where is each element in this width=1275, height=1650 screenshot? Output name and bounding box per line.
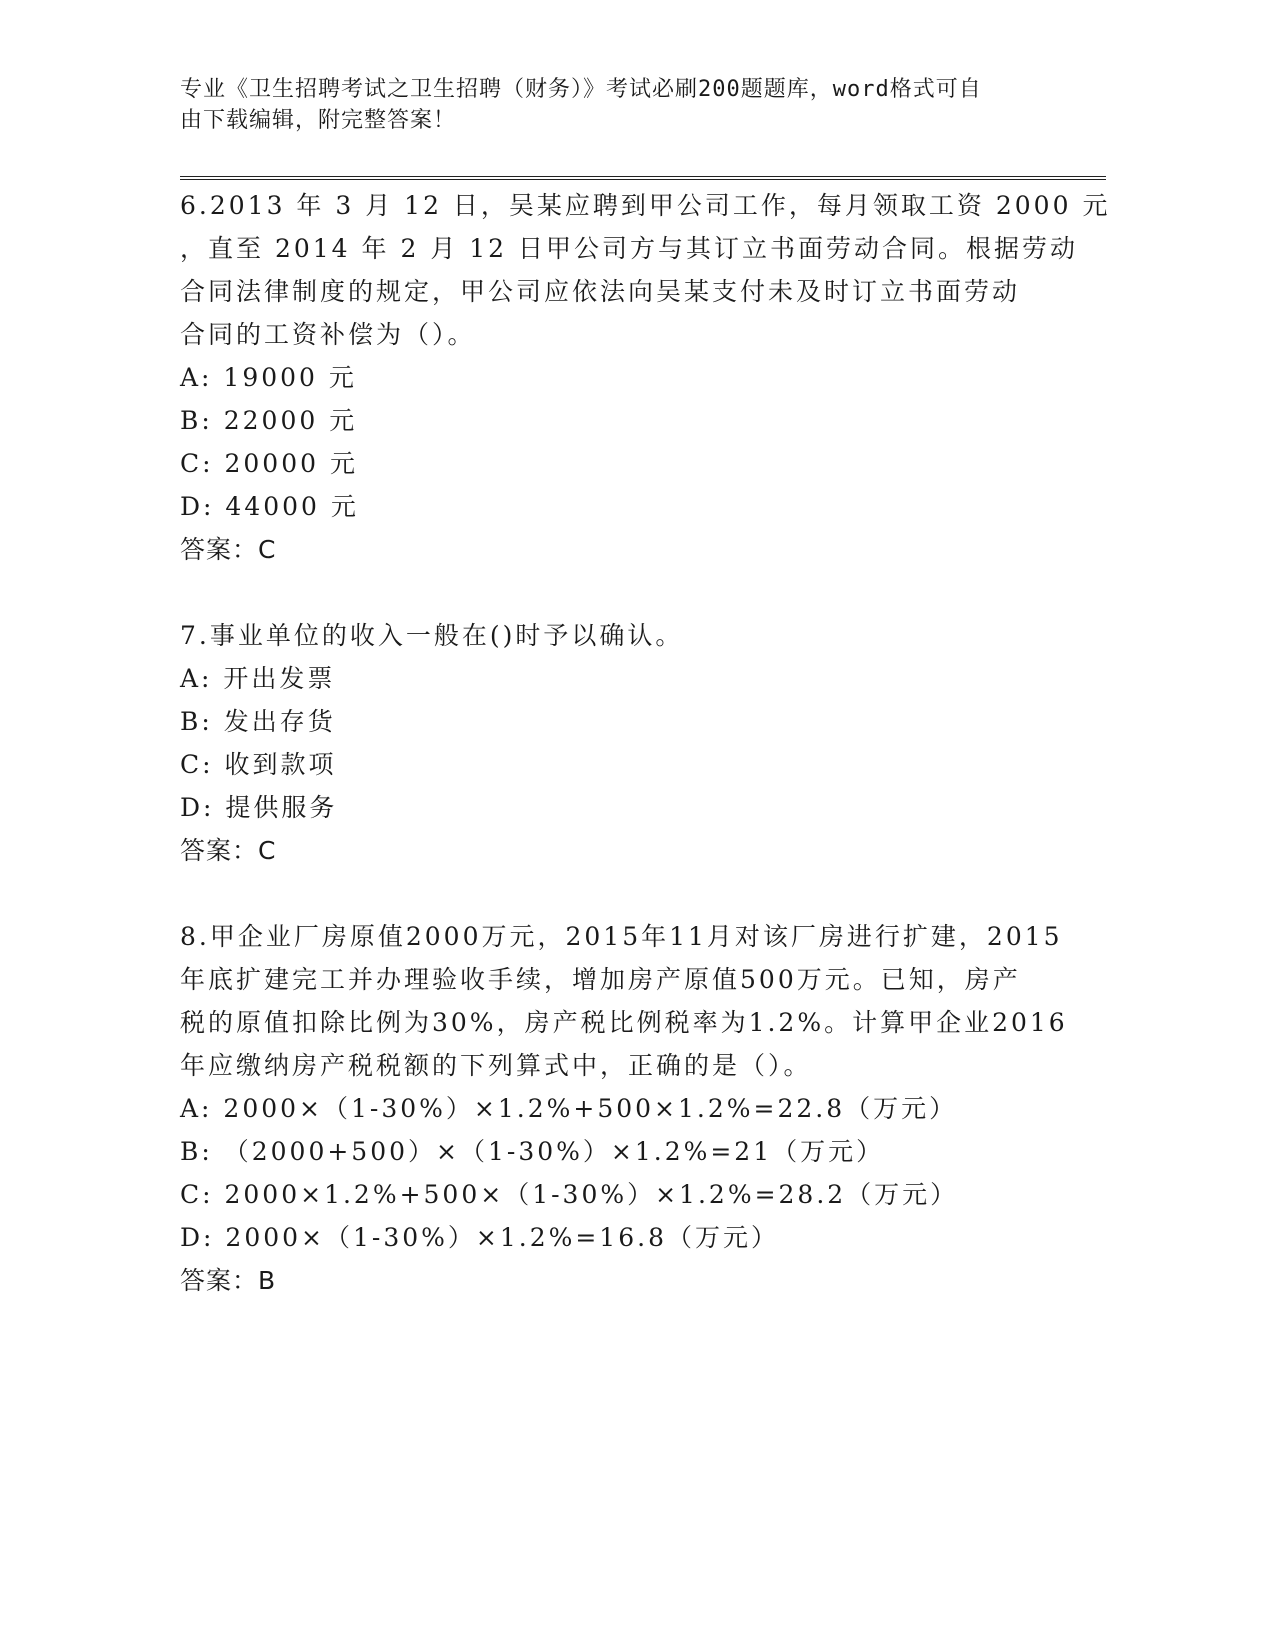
question-stem-line: 合同的工资补偿为（）。 [180,320,476,349]
answer-line: 答案：C [180,836,277,865]
spacer [180,872,1080,915]
header-line-1: 专业《卫生招聘考试之卫生招聘（财务）》考试必刷200题题库，word格式可自 [180,77,982,102]
question-8 [180,915,1080,1302]
option-d: D: 2000×（1-30%）×1.2%=16.8（万元） [180,1223,779,1252]
option-d: D: 44000 元 [180,492,359,521]
option-a: A: 2000×（1-30%）×1.2%+500×1.2%=22.8（万元） [180,1094,958,1123]
answer-line: 答案：C [180,535,277,564]
header-line-2: 由下载编辑，附完整答案！ [180,108,457,133]
option-d: D: 提供服务 [180,793,338,822]
header-divider [180,176,1106,180]
document-header [180,74,1040,136]
question-stem-line: 6.2013 年 3 月 12 日，吴某应聘到甲公司工作，每月领取工资 2000 元 [180,191,1111,220]
question-stem-line: ，直至 2014 年 2 月 12 日甲公司方与其订立书面劳动合同。根据劳动 [180,234,1079,263]
option-c: C: 2000×1.2%+500×（1-30%）×1.2%=28.2（万元） [180,1180,959,1209]
option-b: B: 22000 元 [180,406,358,435]
question-stem-line: 年应缴纳房产税税额的下列算式中，正确的是（）。 [180,1051,812,1080]
option-c: C: 收到款项 [180,750,337,779]
question-stem-line: 税的原值扣除比例为30%，房产税比例税率为1.2%。计算甲企业2016 [180,1008,1068,1037]
question-6 [180,184,1111,571]
option-b: B: 发出存货 [180,707,336,736]
question-stem-line: 8.甲企业厂房原值2000万元，2015年11月对该厂房进行扩建，2015 [180,922,1063,951]
spacer [180,571,1080,614]
answer-line: 答案：B [180,1266,277,1295]
option-a: A: 开出发票 [180,664,336,693]
question-list [180,184,1111,1302]
option-c: C: 20000 元 [180,449,358,478]
question-stem-line: 年底扩建完工并办理验收手续，增加房产原值500万元。已知，房产 [180,965,1021,994]
question-stem-line: 合同法律制度的规定，甲公司应依法向吴某支付未及时订立书面劳动 [180,277,1021,306]
question-stem-line: 7.事业单位的收入一般在()时予以确认。 [180,621,684,650]
question-7 [180,614,1080,872]
option-a: A: 19000 元 [180,363,357,392]
option-b: B: （2000+500）×（1-30%）×1.2%=21（万元） [180,1137,885,1166]
